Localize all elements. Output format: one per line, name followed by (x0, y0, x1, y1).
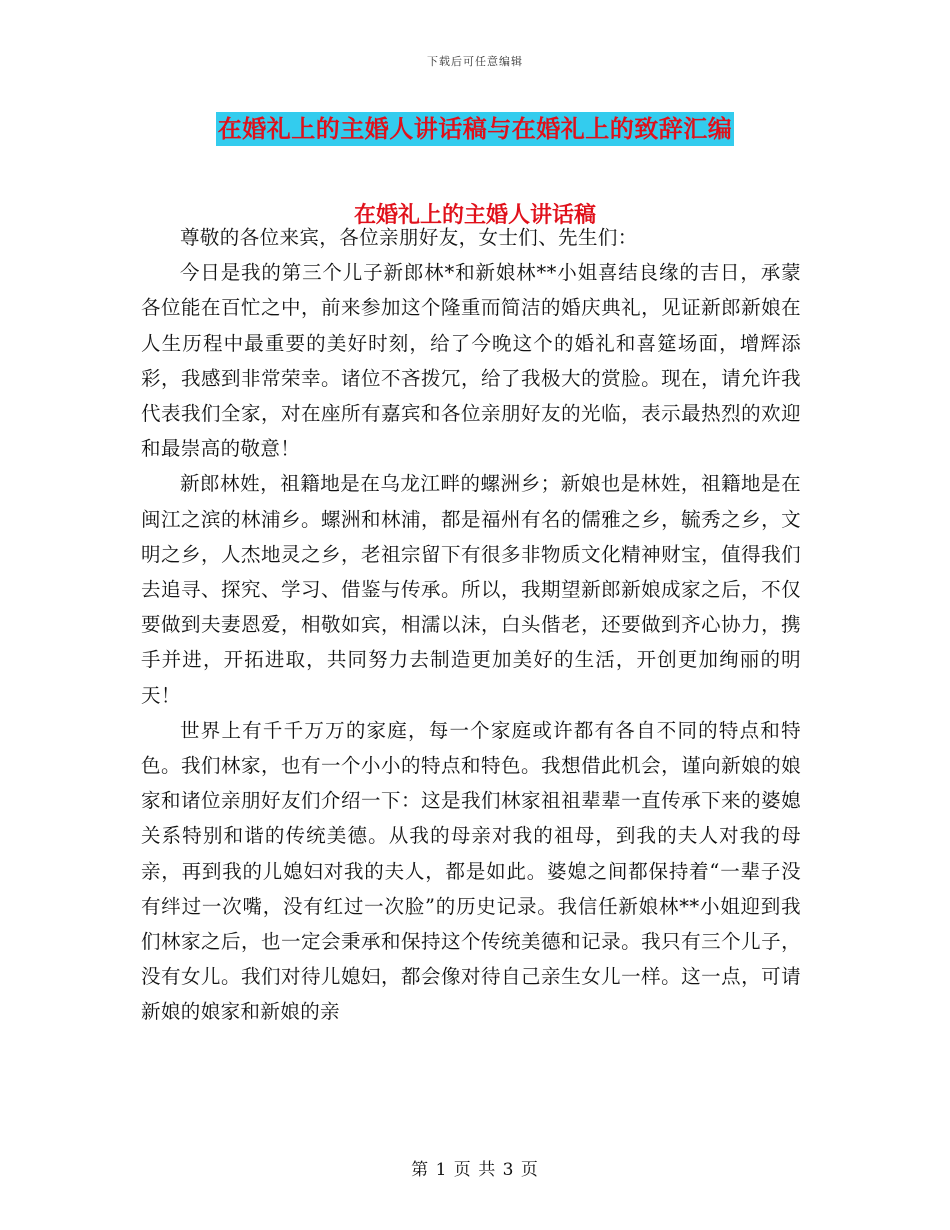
paragraph-3: 世界上有千千万万的家庭，每一个家庭或许都有各自不同的特点和特色。我们林家，也有一个小小的特点和特色。我想借此机会，谨向新娘的娘家和诸位亲朋好友们介绍一下：这是我们林家祖祖辈辈一直传承下来的婆媳关系特别和谐的传统美德。从我的母亲对我的祖母，到我的夫人对我的母亲，再到我的儿媳妇对我的夫人，都是如此。婆媳之间都保持着“一辈子没有绊过一次嘴，没有红过一次脸”的历史记录。我信任新娘林**小姐迎到我们林家之后，也一定会秉承和保持这个传统美德和记录。我只有三个儿子，没有女儿。我们对待儿媳妇，都会像对待自己亲生女儿一样。这一点，可请新娘的娘家和新娘的亲 (141, 718, 801, 1024)
paragraph-greeting: 尊敬的各位来宾，各位亲朋好友，女士们、先生们： (180, 226, 638, 249)
document-title-container (0, 112, 950, 146)
section-title: 在婚礼上的主婚人讲话稿 (353, 203, 596, 228)
page-number-footer: 第 1 页 共 3 页 (411, 1160, 539, 1180)
document-title: 在婚礼上的主婚人讲话稿与在婚礼上的致辞汇编 (216, 112, 735, 146)
paragraph-1: 今日是我的第三个儿子新郎林*和新娘林**小姐喜结良缘的吉日，承蒙各位能在百忙之中，前来参加这个隆重而简洁的婚庆典礼，见证新郎新娘在人生历程中最重要的美好时刻，给了今晚这个的婚礼和喜筵场面，增辉添彩，我感到非常荣幸。诸位不吝拨冗，给了我极大的赏脸。现在，请允许我代表我们全家，对在座所有嘉宾和各位亲朋好友的光临，表示最热烈的欢迎和最崇高的敬意！ (141, 261, 801, 461)
header-note: 下载后可任意编辑 (427, 55, 523, 68)
paragraph-2: 新郎林姓，祖籍地是在乌龙江畔的螺洲乡；新娘也是林姓，祖籍地是在闽江之滨的林浦乡。螺洲和林浦，都是福州有名的儒雅之乡，毓秀之乡，文明之乡，人杰地灵之乡，老祖宗留下有很多非物质文化精神财宝，值得我们去追寻、探究、学习、借鉴与传承。所以，我期望新郎新娘成家之后，不仅要做到夫妻恩爱，相敬如宾，相濡以沫，白头偕老，还要做到齐心协力，携手并进，开拓进取，共同努力去制造更加美好的生活，开创更加绚丽的明天！ (141, 472, 801, 707)
document-body (141, 220, 801, 1030)
